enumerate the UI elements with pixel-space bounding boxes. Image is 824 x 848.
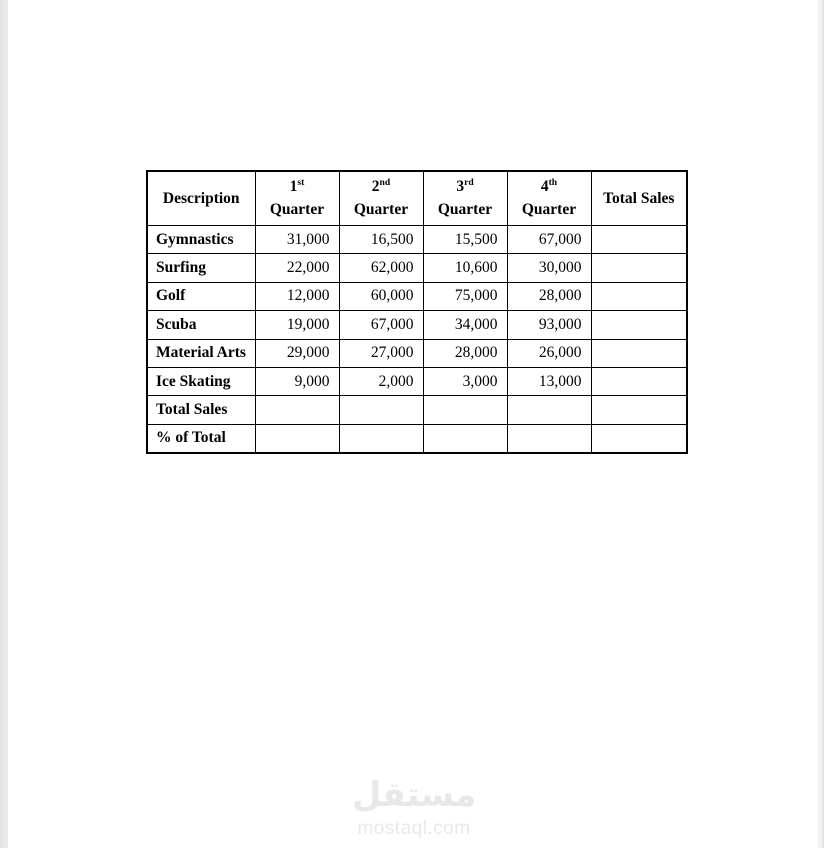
- cell-q1: 12,000: [255, 282, 339, 310]
- column-header-q3-line1: [424, 176, 507, 198]
- table-row: [147, 424, 687, 452]
- cell-q4: 93,000: [507, 311, 591, 339]
- cell-q2: [339, 424, 423, 452]
- column-header-q2-number: 2: [371, 178, 380, 196]
- cell-q3: 10,600: [423, 254, 507, 282]
- cell-q4: 28,000: [507, 282, 591, 310]
- cell-q1: 19,000: [255, 311, 339, 339]
- row-label-cell: Surfing: [147, 254, 255, 282]
- cell-q1: 9,000: [255, 367, 339, 395]
- cell-q2: 16,500: [339, 226, 423, 254]
- row-label-cell: Material Arts: [147, 339, 255, 367]
- column-header-q2-ordinal: nd: [379, 176, 391, 188]
- column-header-q4-line2: Quarter: [521, 200, 577, 218]
- cell-total_sales: [591, 226, 687, 254]
- header-row: [147, 171, 687, 226]
- table-row: [147, 367, 687, 395]
- cell-q3: 15,500: [423, 226, 507, 254]
- sales-table-container: [146, 170, 686, 454]
- cell-q2: 2,000: [339, 367, 423, 395]
- cell-q3: [423, 424, 507, 452]
- column-header-q1: [255, 171, 339, 226]
- table-row: [147, 396, 687, 424]
- table-body: [147, 226, 687, 453]
- table-row: [147, 226, 687, 254]
- column-header-q3-number: 3: [456, 178, 465, 196]
- table-row: [147, 339, 687, 367]
- column-header-description: [147, 171, 255, 226]
- cell-q3: [423, 396, 507, 424]
- page-edge-left: [2, 0, 8, 848]
- column-header-q1-line1: [256, 176, 339, 198]
- cell-q4: [507, 424, 591, 452]
- cell-q3: 28,000: [423, 339, 507, 367]
- cell-q4: 67,000: [507, 226, 591, 254]
- column-header-q1-ordinal: st: [297, 176, 305, 188]
- cell-total_sales: [591, 339, 687, 367]
- cell-q3: 3,000: [423, 367, 507, 395]
- cell-q2: 67,000: [339, 311, 423, 339]
- table-header: [147, 171, 687, 226]
- cell-q4: 26,000: [507, 339, 591, 367]
- cell-q2: 27,000: [339, 339, 423, 367]
- cell-total_sales: [591, 424, 687, 452]
- column-header-description-label: Description: [162, 189, 240, 207]
- watermark-domain-text: mostaql.com: [357, 818, 471, 839]
- quarterly-sales-table: [146, 170, 688, 454]
- row-label-cell: Scuba: [147, 311, 255, 339]
- column-header-q2-line1: [340, 176, 423, 198]
- column-header-total-sales: [591, 171, 687, 226]
- cell-total_sales: [591, 367, 687, 395]
- table-row: [147, 311, 687, 339]
- cell-q1: [255, 396, 339, 424]
- cell-q1: 31,000: [255, 226, 339, 254]
- cell-q2: [339, 396, 423, 424]
- column-header-q4: [507, 171, 591, 226]
- column-header-q4-number: 4: [540, 178, 549, 196]
- cell-q4: 30,000: [507, 254, 591, 282]
- watermark: [2, 775, 824, 840]
- row-label-cell: Gymnastics: [147, 226, 255, 254]
- cell-q4: [507, 396, 591, 424]
- cell-total_sales: [591, 282, 687, 310]
- row-label-cell: Total Sales: [147, 396, 255, 424]
- watermark-arabic-text: مستقل: [351, 775, 477, 815]
- column-header-q3-ordinal: rd: [464, 176, 474, 188]
- column-header-q4-line1: [508, 176, 591, 198]
- row-label-cell: Golf: [147, 282, 255, 310]
- cell-q1: 22,000: [255, 254, 339, 282]
- column-header-q2-line2: Quarter: [353, 200, 409, 218]
- cell-total_sales: [591, 311, 687, 339]
- table-row: [147, 282, 687, 310]
- cell-q3: 34,000: [423, 311, 507, 339]
- column-header-q1-number: 1: [289, 178, 298, 196]
- column-header-q2: [339, 171, 423, 226]
- column-header-q4-ordinal: th: [548, 176, 558, 188]
- cell-q1: [255, 424, 339, 452]
- cell-total_sales: [591, 254, 687, 282]
- cell-q2: 60,000: [339, 282, 423, 310]
- cell-q4: 13,000: [507, 367, 591, 395]
- page-edge-right: [818, 0, 822, 848]
- cell-q3: 75,000: [423, 282, 507, 310]
- column-header-q3: [423, 171, 507, 226]
- cell-q1: 29,000: [255, 339, 339, 367]
- cell-q2: 62,000: [339, 254, 423, 282]
- column-header-q3-line2: Quarter: [437, 200, 493, 218]
- row-label-cell: Ice Skating: [147, 367, 255, 395]
- cell-total_sales: [591, 396, 687, 424]
- table-row: [147, 254, 687, 282]
- column-header-total-sales-label: Total Sales: [603, 189, 675, 207]
- row-label-cell: % of Total: [147, 424, 255, 452]
- column-header-q1-line2: Quarter: [269, 200, 325, 218]
